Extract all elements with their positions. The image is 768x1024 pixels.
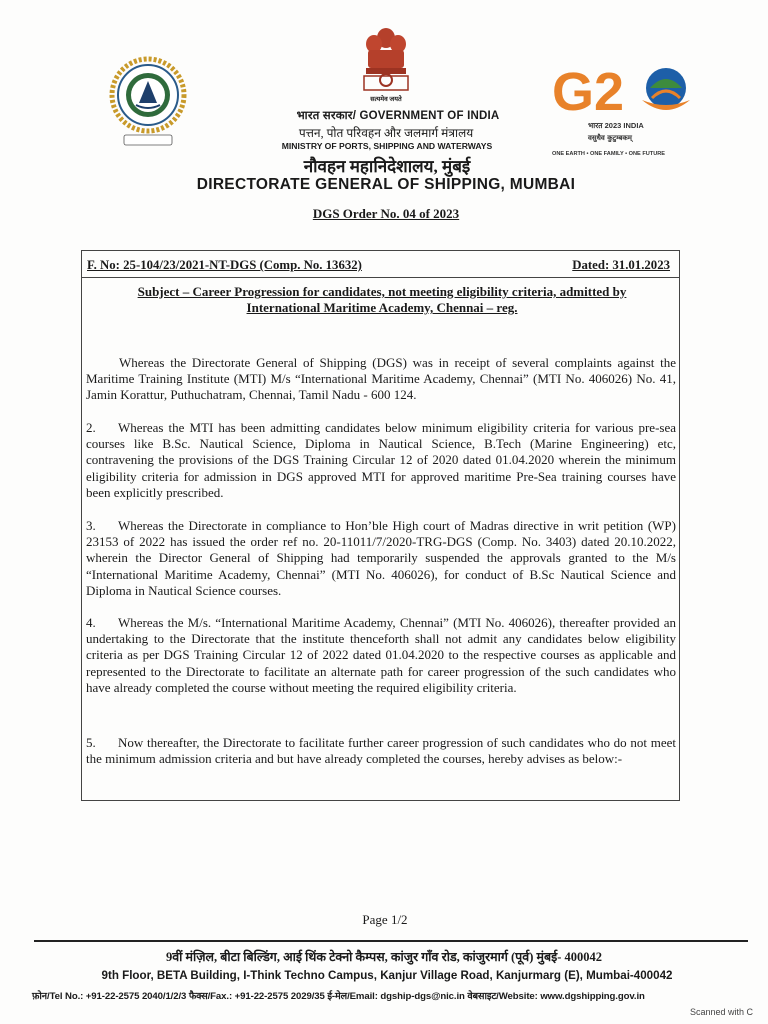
paragraph-number: 2. [86, 420, 96, 435]
svg-text:G2: G2 [552, 62, 625, 122]
divider [82, 277, 679, 278]
paragraph-3 [86, 518, 676, 599]
subject-line [102, 284, 662, 316]
paragraph-2 [86, 420, 676, 501]
g20-bharat-text: भारत 2023 INDIA [588, 121, 644, 130]
ministry-hindi: पत्तन, पोत परिवहन और जलमार्ग मंत्रालय [298, 126, 474, 140]
ministry-english: MINISTRY OF PORTS, SHIPPING AND WATERWAYS [281, 141, 493, 151]
file-number: F. No: 25-104/23/2021-NT-DGS (Comp. No. 13632) [87, 258, 362, 272]
paragraph-4 [86, 615, 676, 696]
g20-tagline-text: ONE EARTH • ONE FAMILY • ONE FUTURE [552, 151, 666, 157]
paragraph-5 [86, 735, 676, 767]
subject-text: – Career Progression for candidates, not meeting eligibility criteria, admitted by International Maritime Academy, Chennai – reg. [179, 284, 627, 315]
footer-divider [34, 940, 748, 942]
address-english: 9th Floor, BETA Building, I-Think Techno Campus, Kanjur Village Road, Kanjurmarg (E), Mumbai-400042 [101, 969, 673, 982]
paragraph-text: Whereas the M/s. “International Maritime Academy, Chennai” (MTI No. 406026), thereafter provided an undertaking to the Directorate that the institute thenceforth shall not admit any candidates below eligibility criteria as per DGS Training Circular 12 of 2022 dated 01.04.2020 to the respective courses as applicable and represented to the Directorate to facilitate an alternate path for career progression of the such candidates who have already completed the course without meeting the required eligibility criteria. [86, 615, 676, 695]
govt-hindi: भारत सरकार [296, 110, 353, 122]
page-number: Page 1/2 [362, 912, 408, 927]
g20-hindi-text: वसुधैव कुटुम्बकम् [588, 134, 632, 142]
paragraph-1: Whereas the Directorate General of Shipping (DGS) was in receipt of several complaints against the Maritime Training Institute (MTI) M/s “International Maritime Academy, Chennai” (MTI No. 406026) No. 41, Jamin Korattur, Puthuchatram, Chennai, Tamil Nadu - 600 124. [86, 355, 676, 403]
subject-label: Subject [137, 284, 180, 299]
paragraph-text: Now thereafter, the Directorate to facilitate further career progression of such candidates who do not meet the minimum admission criteria and but have already completed the courses, hereby advises as below:- [86, 735, 676, 767]
paragraph-number: 4. [86, 615, 96, 630]
contact-line: फ़ोन/Tel No.: +91-22-2575 2040/1/2/3 फैक्स/Fax.: +91-22-2575 2029/35 ई-मेल/Email: dgship-dgs@nic.in वेबसाइट/Website: www.dgshipping.gov.in [32, 991, 645, 1002]
directorate-hindi: नौवहन महानिदेशालय, मुंबई [303, 157, 471, 176]
order-body-box [81, 250, 680, 801]
govt-english: / GOVERNMENT OF INDIA [352, 110, 500, 122]
date: Dated: 31.01.2023 [572, 258, 670, 272]
paragraph-number: 5. [86, 735, 96, 750]
paragraph-text: Whereas the MTI has been admitting candidates below minimum eligibility criteria for various pre-sea courses like B.Sc. Nautical Science, Diploma in Nautical Science, B.Tech (Marine Engineering) etc, contravening the provisions of the DGS Training Circular 12 of 2020 dated 01.04.2020 wherein the minimum eligibility criteria for admission in DGS approved MTI for approved maritime Pre-Sea training courses have been explicitly prescribed. [86, 420, 676, 500]
directorate-english: DIRECTORATE GENERAL OF SHIPPING, MUMBAI [196, 176, 576, 193]
scanner-watermark: Scanned with C [690, 1007, 754, 1017]
govt-title [14, 108, 768, 123]
order-number: DGS Order No. 04 of 2023 [312, 206, 460, 221]
address-hindi: 9वीं मंज़िल, बीटा बिल्डिंग, आई थिंक टेक्नो कैम्पस, कांजुर गाँव रोड, कांजुरमार्ग (पूर्व) मुंबई- 400042 [165, 950, 603, 964]
emblem-motto: सत्यमेव जयते [370, 96, 402, 103]
paragraph-text: Whereas the Directorate in compliance to Hon’ble High court of Madras directive in writ petition (WP) 23153 of 2022 has issued the order ref no. 20-11011/7/2020-TRG-DGS (Comp. No. 3403) dated 20.10.2022, wherein the Director General of Shipping had temporarily suspended the approvals granted to the M/s “International Maritime Academy, Chennai” (MTI No. 406026), for conduct of B.Sc Nautical Science and Diploma in Nautical Science courses. [86, 518, 676, 598]
paragraph-number: 3. [86, 518, 96, 533]
